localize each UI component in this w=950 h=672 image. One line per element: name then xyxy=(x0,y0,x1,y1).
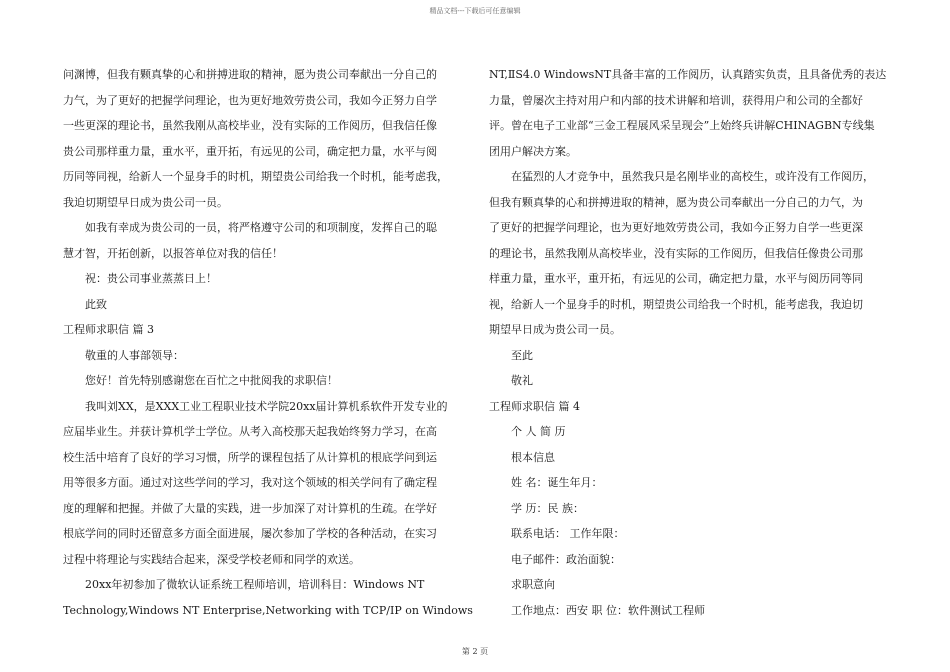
text-line: 敬重的人事部领导： xyxy=(85,348,184,362)
left-column xyxy=(63,62,473,623)
text-line: 度的理解和把握。并做了大量的实践，进一步加深了对计算机的生疏。在学好 xyxy=(63,501,437,515)
text-line: 慧才智，开拓创新，以报答单位对我的信任！ xyxy=(63,246,283,260)
text-line: NT,ⅡS4.0 WindowsNT具备丰富的工作阅历，认真踏实负责，且具备优秀的表达 xyxy=(489,68,887,81)
text-line: 20xx年初参加了微软认证系统工程师培训，培训科目：Windows NT xyxy=(85,578,425,591)
text-line: 祝：贵公司事业蒸蒸日上！ xyxy=(85,272,217,285)
text-line: 但我有颗真挚的心和拼搏进取的精神，愿为贵公司奉献出一分自己的力气，为 xyxy=(489,195,863,209)
text-line: 视，给新人一个显身手的时机，期望贵公司给我一个时机，能考虑我，我迫切 xyxy=(489,297,863,311)
text-line: 我迫切期望早日成为贵公司一员。 xyxy=(63,195,228,209)
text-line: 个 人 简 历 xyxy=(511,425,566,438)
text-line: 敬礼 xyxy=(511,374,533,387)
text-line: 求职意向 xyxy=(511,578,555,591)
page-header: 精品文档---下载后可任意编辑 xyxy=(429,7,521,15)
text-line: 力气，为了更好的把握学问理论，也为更好地效劳贵公司，我如今正努力自学 xyxy=(63,93,437,107)
text-line: 您好！首先特别感谢您在百忙之中批阅我的求职信！ xyxy=(85,374,338,387)
text-line: 了更好的把握学问理论，也为更好地效劳贵公司，我如今正努力自学一些更深 xyxy=(489,221,863,234)
text-line: 在猛烈的人才竞争中，虽然我只是名刚毕业的高校生，或许没有工作阅历， xyxy=(511,170,874,183)
text-line: 样重力量，重水平，重开拓，有远见的公司，确定把力量，水平与阅历同等同 xyxy=(489,272,863,285)
text-line: 学 历：民 族： xyxy=(511,501,584,515)
text-line: 如我有幸成为贵公司的一员，将严格遵守公司的和项制度，发挥自己的聪 xyxy=(85,221,437,234)
text-line: 力量，曾屡次主持对用户和内部的技术讲解和培训，获得用户和公司的全都好 xyxy=(489,93,863,107)
text-line: 校生活中培育了良好的学习习惯，所学的课程包括了从计算机的根底学问到运 xyxy=(63,450,437,464)
right-column xyxy=(489,62,889,623)
text-line: 根本信息 xyxy=(511,450,555,464)
text-line: Technology,Windows NT Enterprise,Networking with TCP/IP on Windows xyxy=(63,603,473,617)
text-line: 过程中将理论与实践结合起来，深受学校老师和同学的欢送。 xyxy=(63,552,360,566)
page-number: 第 2 页 xyxy=(461,647,489,656)
text-line: 联系电话： 工作年限： xyxy=(511,527,625,540)
text-line: 此致 xyxy=(85,297,107,311)
text-line: 团用户解决方案。 xyxy=(489,144,577,158)
text-line: 历同等同视，给新人一个显身手的时机，期望贵公司给我一个时机，能考虑我， xyxy=(63,170,448,183)
text-line: 应届毕业生。并获计算机学士学位。从考入高校那天起我始终努力学习，在高 xyxy=(63,425,437,438)
text-line: 的理论书，虽然我刚从高校毕业，没有实际的工作阅历，但我信任像贵公司那 xyxy=(489,246,863,260)
text-line: 电子邮件：政治面貌： xyxy=(511,552,621,566)
text-line: 贵公司那样重力量，重水平，重开拓，有远见的公司，确定把力量，水平与阅 xyxy=(63,144,437,158)
text-line: 工作地点：西安 职 位：软件测试工程师 xyxy=(511,603,705,617)
text-line: 一些更深的理论书，虽然我刚从高校毕业，没有实际的工作阅历，但我信任像 xyxy=(63,119,437,132)
text-line: 用等很多方面。通过对这些学问的学习，我对这个领域的相关学问有了确定程 xyxy=(63,476,437,489)
text-line: 至此 xyxy=(511,348,533,362)
text-line: 工程师求职信 篇 3 xyxy=(63,323,154,336)
text-line: 问渊博，但我有颗真挚的心和拼搏进取的精神，愿为贵公司奉献出一分自己的 xyxy=(63,68,437,81)
text-line: 工程师求职信 篇 4 xyxy=(489,399,580,413)
text-line: 期望早日成为贵公司一员。 xyxy=(489,323,621,336)
text-line: 我叫刘XX，是XXX工业工程职业技术学院20xx届计算机系软件开发专业的 xyxy=(85,399,448,413)
text-line: 根底学问的同时还留意多方面全面进展，屡次参加了学校的各种活动，在实习 xyxy=(63,527,437,540)
text-line: 姓 名：诞生年月： xyxy=(511,476,603,489)
text-line: 评。曾在电子工业部“三金工程展风采呈现会”上始终兵讲解CHINAGBN专线集 xyxy=(489,119,875,132)
